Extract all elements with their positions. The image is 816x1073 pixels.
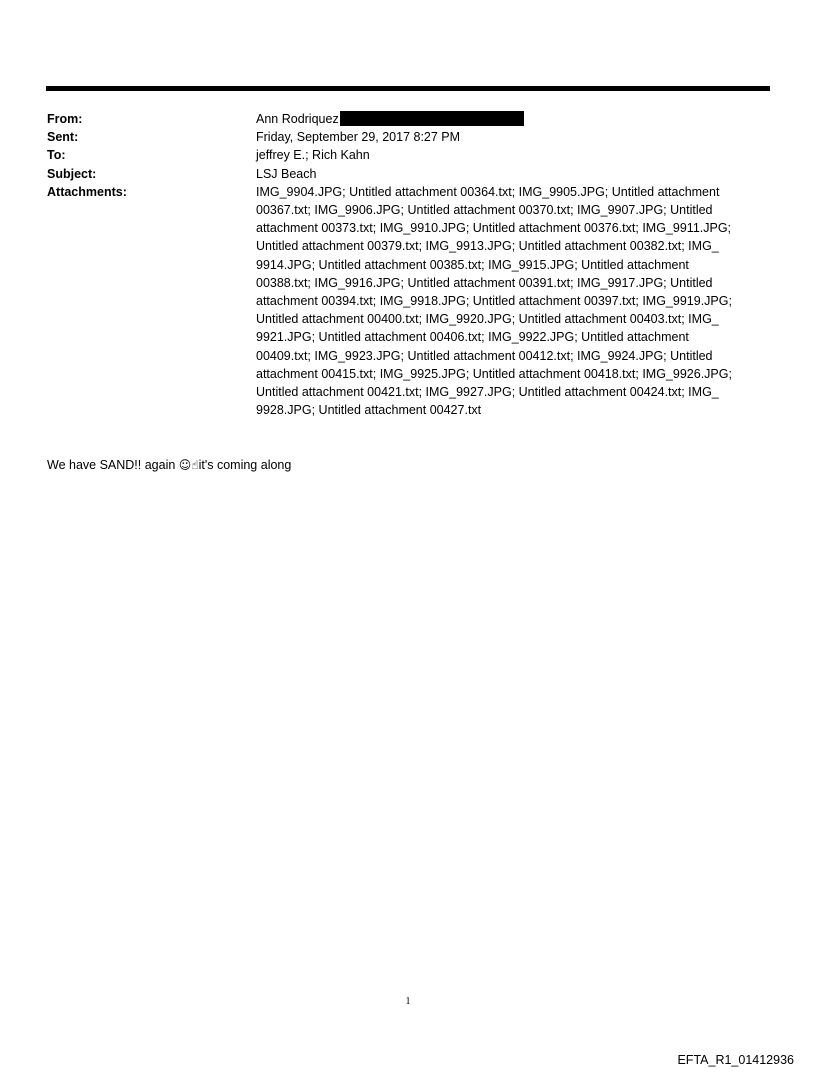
from-value: Ann Rodriquez (256, 112, 339, 126)
attachment-line: 00367.txt; IMG_9906.JPG; Untitled attachment 00370.txt; IMG_9907.JPG; Untitled (256, 203, 713, 218)
from-label: From: (47, 112, 83, 126)
attachment-line: 00409.txt; IMG_9923.JPG; Untitled attachment 00412.txt; IMG_9924.JPG; Untitled (256, 348, 713, 363)
attachment-line: IMG_9904.JPG; Untitled attachment 00364.txt; IMG_9905.JPG; Untitled attachment (256, 184, 720, 199)
body-text-before: We have SAND!! again (47, 458, 179, 472)
subject-row (47, 165, 757, 183)
header-divider-rule (46, 86, 770, 91)
sent-row (47, 128, 757, 146)
sent-value: Friday, September 29, 2017 8:27 PM (256, 130, 461, 145)
attachment-line: attachment 00415.txt; IMG_9925.JPG; Untitled attachment 00418.txt; IMG_9926.JPG; (256, 366, 732, 381)
to-label: To: (47, 148, 66, 163)
smiley-face-icon: ☺ (178, 458, 192, 472)
email-body (47, 456, 291, 474)
from-row (47, 110, 757, 128)
from-value-container (256, 110, 757, 128)
body-text-after: it's coming along (198, 458, 292, 472)
redaction-bar (340, 111, 524, 126)
subject-value: LSJ Beach (256, 166, 317, 181)
page-number: 1 (405, 996, 411, 1007)
subject-label: Subject: (47, 166, 97, 181)
attachments-label: Attachments: (47, 184, 127, 199)
document-id: EFTA_R1_01412936 (677, 1053, 794, 1067)
pointing-hand-icon: ☝ (191, 458, 199, 472)
attachment-line: Untitled attachment 00421.txt; IMG_9927.JPG; Untitled attachment 00424.txt; IMG_ (256, 385, 719, 400)
attachment-line: 00388.txt; IMG_9916.JPG; Untitled attachment 00391.txt; IMG_9917.JPG; Untitled (256, 275, 713, 290)
attachments-list (256, 183, 757, 420)
attachment-line: 9914.JPG; Untitled attachment 00385.txt; IMG_9915.JPG; Untitled attachment (256, 257, 689, 272)
attachment-line: attachment 00394.txt; IMG_9918.JPG; Untitled attachment 00397.txt; IMG_9919.JPG; (256, 294, 732, 309)
attachment-line: 9928.JPG; Untitled attachment 00427.txt (256, 403, 482, 418)
attachment-line: Untitled attachment 00400.txt; IMG_9920.JPG; Untitled attachment 00403.txt; IMG_ (256, 312, 719, 327)
sent-label: Sent: (47, 130, 79, 145)
email-header (47, 110, 757, 419)
to-value: jeffrey E.; Rich Kahn (256, 148, 370, 163)
attachment-line: attachment 00373.txt; IMG_9910.JPG; Untitled attachment 00376.txt; IMG_9911.JPG; (256, 221, 732, 236)
attachments-row (47, 183, 757, 420)
to-row (47, 146, 757, 164)
attachment-line: 9921.JPG; Untitled attachment 00406.txt; IMG_9922.JPG; Untitled attachment (256, 330, 689, 345)
attachment-line: Untitled attachment 00379.txt; IMG_9913.JPG; Untitled attachment 00382.txt; IMG_ (256, 239, 719, 254)
